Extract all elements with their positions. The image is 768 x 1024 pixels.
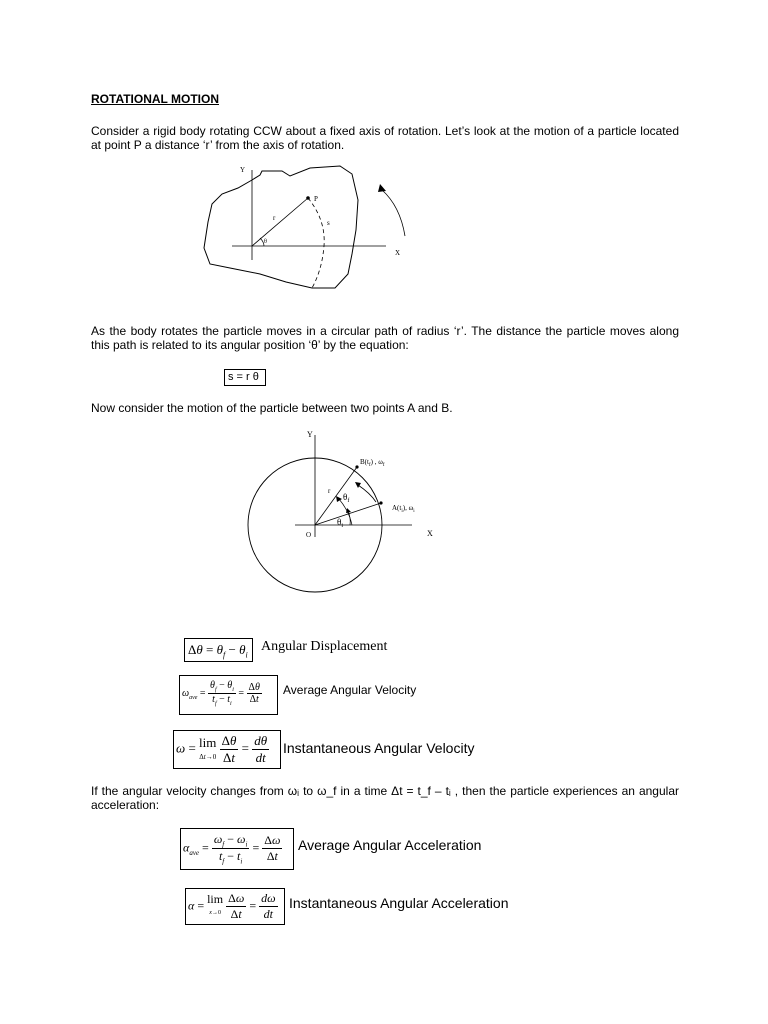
radius-to-a — [315, 503, 381, 525]
arc-arrowhead — [355, 482, 361, 488]
acceleration-intro-paragraph: If the angular velocity changes from ωᵢ to ω_f in a time Δt = t_f – tᵢ , then the particle experiences an angular acceleration: — [91, 784, 679, 812]
circular-path-paragraph: As the body rotates the particle moves in a circular path of radius ‘r’. The distance the particle moves along this path is related to its angular position ‘θ’ by the equation: — [91, 324, 679, 352]
point-b — [355, 465, 358, 468]
fig1-y-label: Y — [240, 166, 246, 174]
circle-figure — [240, 425, 450, 600]
fig1-x-label: X — [395, 249, 401, 257]
page-title: ROTATIONAL MOTION — [91, 92, 219, 106]
instantaneous-angular-velocity-label: Instantaneous Angular Velocity — [283, 740, 475, 756]
rotation-arrow — [382, 190, 405, 236]
arc-length-equation: s = r θ — [224, 369, 266, 386]
fig1-s-label: s — [327, 219, 330, 227]
fig1-p-label: P — [314, 195, 318, 203]
arc-a-to-b — [358, 485, 376, 502]
fig2-y-label: Y — [307, 430, 313, 439]
rotation-arrowhead — [378, 184, 386, 192]
rigid-body-outline — [204, 166, 358, 288]
fig2-theta-f-label: $\theta_f$ — [343, 492, 350, 504]
fig2-b-label: $B(t_f)$ , $\omega_f$ — [360, 458, 385, 468]
fig2-r-label: r — [328, 487, 331, 495]
arc-path — [308, 198, 324, 288]
instantaneous-angular-acceleration-label: Instantaneous Angular Acceleration — [289, 895, 509, 911]
average-angular-acceleration-formula: $\alpha_{ave}$ = $\frac{\omega_f - \omega_i}{t_f - t_i}$ = $\frac{\Delta\omega}{\Delta t}$ — [180, 828, 294, 870]
instantaneous-angular-velocity-formula: ω = lim Δt→0 $\frac{\Delta\theta}{\Delta t}$ = $\frac{d\theta}{dt}$ — [173, 730, 281, 769]
angular-displacement-formula: $\Delta\theta = \theta_f - \theta_i$ — [184, 638, 253, 662]
fig1-theta-label: θ — [264, 239, 267, 245]
two-points-paragraph: Now consider the motion of the particle between two points A and B. — [91, 401, 453, 415]
instantaneous-angular-acceleration-formula: α = lim x→0 $\frac{\Delta\omega}{\Delta t}$ = $\frac{d\omega}{dt}$ — [185, 888, 285, 925]
fig2-theta-i-label: $\theta_i$ — [337, 517, 343, 529]
fig2-x-label: X — [427, 529, 433, 538]
point-a — [379, 501, 382, 504]
average-angular-velocity-formula: $\omega_{ave}$ = $\frac{\theta_f - \theta_i}{t_f - t_i}$ = $\frac{\Delta\theta}{\Delta t}$ — [179, 675, 278, 715]
average-angular-velocity-label: Average Angular Velocity — [283, 683, 417, 697]
rigid-body-figure — [200, 160, 420, 300]
fig2-o-label: O — [306, 531, 312, 539]
fig2-a-label: $A(t_i)$, $\omega_i$ — [392, 504, 415, 514]
fig1-r-label: r — [273, 214, 276, 222]
average-angular-acceleration-label: Average Angular Acceleration — [298, 837, 482, 853]
angular-displacement-label: Angular Displacement — [261, 639, 388, 654]
intro-paragraph: Consider a rigid body rotating CCW about a fixed axis of rotation. Let’s look at the motion of a particle located at point P a distance ‘r’ from the axis of rotation. — [91, 124, 679, 152]
